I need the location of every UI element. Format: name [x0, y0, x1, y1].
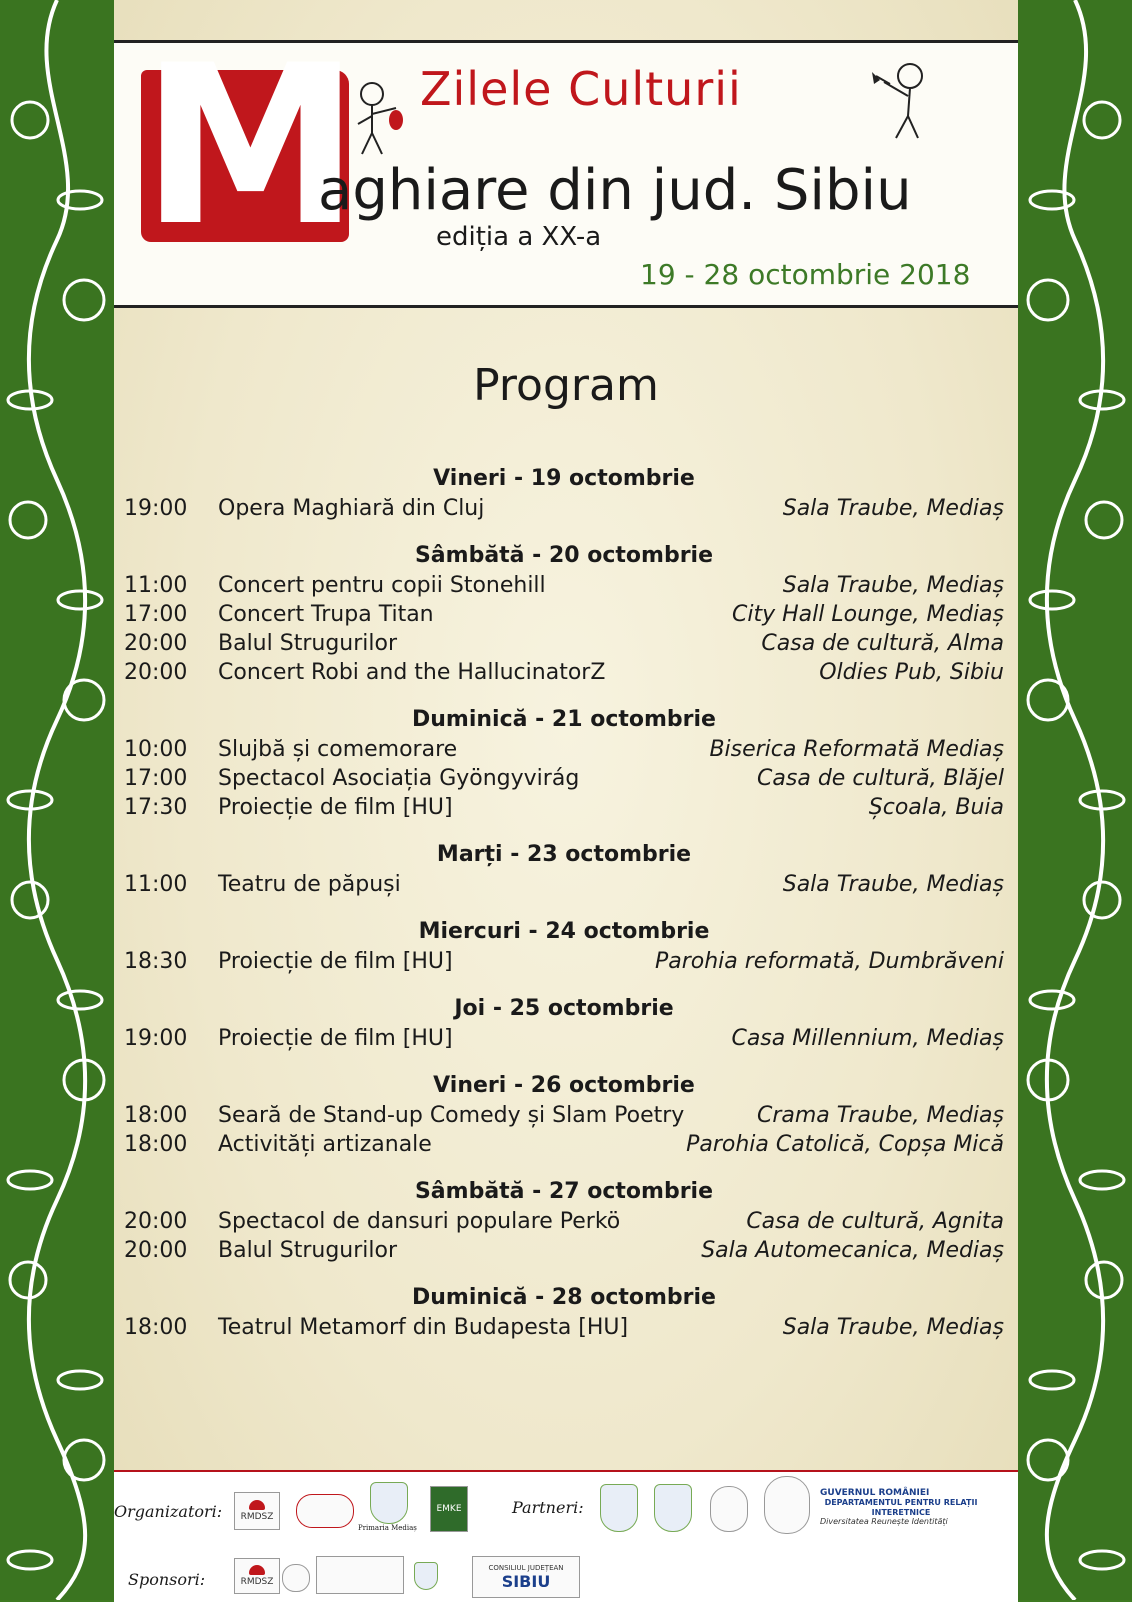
medias-circle-logo-icon	[296, 1494, 354, 1528]
event-time: 10:00	[124, 737, 188, 762]
sponsor-crest-icon	[414, 1562, 438, 1590]
communitas-logo-icon	[282, 1564, 310, 1592]
event-name: Slujbă și comemorare	[218, 737, 458, 762]
event-time: 18:00	[124, 1132, 188, 1157]
event-row	[124, 494, 1004, 523]
event-venue: Parohia Catolică, Copșa Mică	[686, 1132, 1004, 1157]
day-section	[124, 1283, 1004, 1342]
partner-seal-icon	[710, 1486, 748, 1532]
right-floral-border	[1018, 0, 1132, 1600]
event-venue: Oldies Pub, Sibiu	[819, 660, 1004, 685]
program-title: Program	[473, 360, 659, 411]
event-row	[124, 947, 1004, 976]
event-row	[124, 1024, 1004, 1053]
event-time: 20:00	[124, 660, 188, 685]
event-venue: Casa de cultură, Agnita	[746, 1209, 1004, 1234]
consiliul-text: CONSILIUL JUDEȚEAN	[488, 1563, 564, 1572]
event-time: 18:30	[124, 949, 188, 974]
event-time: 11:00	[124, 573, 188, 598]
rmdsz-logo	[234, 1492, 280, 1530]
event-time: 20:00	[124, 1209, 188, 1234]
sibiu-text: SIBIU	[501, 1571, 551, 1591]
day-section	[124, 1071, 1004, 1159]
event-name: Proiecție de film [HU]	[218, 949, 453, 974]
event-row	[124, 870, 1004, 899]
event-row	[124, 1313, 1004, 1342]
event-name: Concert pentru copii Stonehill	[218, 573, 546, 598]
trumpeter-doodle-icon	[870, 58, 934, 142]
edition-label: ediția a XX-a	[436, 222, 602, 252]
gov-line2: DEPARTAMENTUL PENTRU RELAȚII INTERETNICE	[824, 1498, 978, 1517]
day-section	[124, 705, 1004, 822]
event-name: Opera Maghiară din Cluj	[218, 496, 485, 521]
day-title: Sâmbătă - 20 octombrie	[414, 543, 714, 568]
event-venue: Crama Traube, Mediaș	[756, 1103, 1004, 1128]
event-name: Teatru de păpuși	[218, 872, 401, 897]
gov-line3: Diversitatea Reunește Identități	[820, 1517, 948, 1527]
primaria-crest-icon	[370, 1482, 408, 1524]
gov-line1: GUVERNUL ROMÂNIEI	[820, 1487, 930, 1498]
day-title: Duminică - 28 octombrie	[412, 1285, 716, 1310]
event-venue: City Hall Lounge, Mediaș	[732, 602, 1004, 627]
partners-label: Partneri:	[512, 1498, 584, 1517]
event-name: Seară de Stand-up Comedy și Slam Poetry	[218, 1103, 685, 1128]
day-title: Miercuri - 24 octombrie	[418, 919, 710, 944]
event-name: Balul Strugurilor	[218, 631, 397, 656]
event-name: Proiecție de film [HU]	[218, 1026, 453, 1051]
title-main: aghiare din jud. Sibiu	[318, 158, 912, 223]
event-venue: Sala Traube, Mediaș	[782, 496, 1004, 521]
day-title: Sâmbătă - 27 octombrie	[414, 1179, 714, 1204]
day-title: Marți - 23 octombrie	[436, 842, 692, 867]
violinist-doodle-icon	[350, 78, 410, 158]
event-time: 17:00	[124, 766, 188, 791]
event-time: 19:00	[124, 1026, 188, 1051]
event-row	[124, 735, 1004, 764]
event-venue: Casa Millennium, Mediaș	[731, 1026, 1004, 1051]
event-name: Balul Strugurilor	[218, 1238, 397, 1263]
event-row	[124, 629, 1004, 658]
partner-crest-2-icon	[654, 1484, 692, 1532]
floral-pattern-left-icon	[0, 0, 114, 1600]
event-row	[124, 600, 1004, 629]
event-time: 18:00	[124, 1315, 188, 1340]
event-venue: Sala Traube, Mediaș	[782, 1315, 1004, 1340]
organizers-label: Organizatori:	[114, 1502, 223, 1521]
partner-circle-icon	[764, 1476, 810, 1534]
day-section	[124, 541, 1004, 687]
event-venue: Casa de cultură, Alma	[761, 631, 1004, 656]
event-venue: Sala Automecanica, Mediaș	[701, 1238, 1004, 1263]
schedule	[124, 464, 1004, 1360]
sponsors-label: Sponsori:	[128, 1570, 206, 1589]
event-name: Proiecție de film [HU]	[218, 795, 453, 820]
event-time: 17:30	[124, 795, 188, 820]
event-row	[124, 658, 1004, 687]
day-title: Duminică - 21 octombrie	[412, 707, 716, 732]
hungarian-govt-sponsor-logo-icon	[316, 1556, 404, 1594]
event-row	[124, 1207, 1004, 1236]
rmdsz-logo-text: RMDSZ	[240, 1512, 274, 1522]
day-section	[124, 464, 1004, 523]
day-title: Vineri - 26 octombrie	[433, 1073, 695, 1098]
event-name: Teatrul Metamorf din Budapesta [HU]	[218, 1315, 629, 1340]
big-m-letter: M	[141, 18, 360, 274]
left-floral-border	[0, 0, 114, 1600]
event-venue: Sala Traube, Mediaș	[782, 872, 1004, 897]
day-title: Joi - 25 octombrie	[454, 996, 674, 1021]
event-name: Activități artizanale	[218, 1132, 432, 1157]
event-name: Spectacol de dansuri populare Perkö	[218, 1209, 621, 1234]
emke-logo-text: EMKE	[436, 1504, 462, 1514]
event-time: 11:00	[124, 872, 188, 897]
emke-logo	[430, 1486, 468, 1532]
event-time: 20:00	[124, 631, 188, 656]
rmdsz-sponsor-logo	[234, 1558, 280, 1594]
event-time: 17:00	[124, 602, 188, 627]
event-row	[124, 1130, 1004, 1159]
title-top: Zilele Culturii	[420, 62, 742, 116]
event-name: Spectacol Asociația Gyöngyvirág	[218, 766, 580, 791]
day-section	[124, 840, 1004, 899]
event-venue: Biserica Reformată Mediaș	[709, 737, 1004, 762]
festival-dates: 19 - 28 octombrie 2018	[640, 258, 971, 291]
event-name: Concert Robi and the HallucinatorZ	[218, 660, 606, 685]
event-venue: Casa de cultură, Blăjel	[757, 766, 1004, 791]
primaria-label: Primaria Mediaș	[358, 1524, 417, 1532]
event-row	[124, 793, 1004, 822]
event-name: Concert Trupa Titan	[218, 602, 434, 627]
consiliul-judetean-sibiu-logo	[472, 1556, 580, 1598]
event-row	[124, 571, 1004, 600]
event-time: 18:00	[124, 1103, 188, 1128]
event-time: 20:00	[124, 1238, 188, 1263]
day-section	[124, 917, 1004, 976]
event-row	[124, 764, 1004, 793]
event-venue: Școala, Buia	[868, 795, 1004, 820]
event-row	[124, 1236, 1004, 1265]
dri-logo	[820, 1482, 982, 1532]
footer-logos	[114, 1470, 1018, 1602]
event-venue: Sala Traube, Mediaș	[782, 573, 1004, 598]
event-venue: Parohia reformată, Dumbrăveni	[654, 949, 1004, 974]
event-row	[124, 1101, 1004, 1130]
day-section	[124, 1177, 1004, 1265]
rmdsz-sponsor-text: RMDSZ	[240, 1577, 274, 1587]
event-time: 19:00	[124, 496, 188, 521]
partner-crest-1-icon	[600, 1484, 638, 1532]
day-section	[124, 994, 1004, 1053]
floral-pattern-right-icon	[1018, 0, 1132, 1600]
day-title: Vineri - 19 octombrie	[433, 466, 695, 491]
